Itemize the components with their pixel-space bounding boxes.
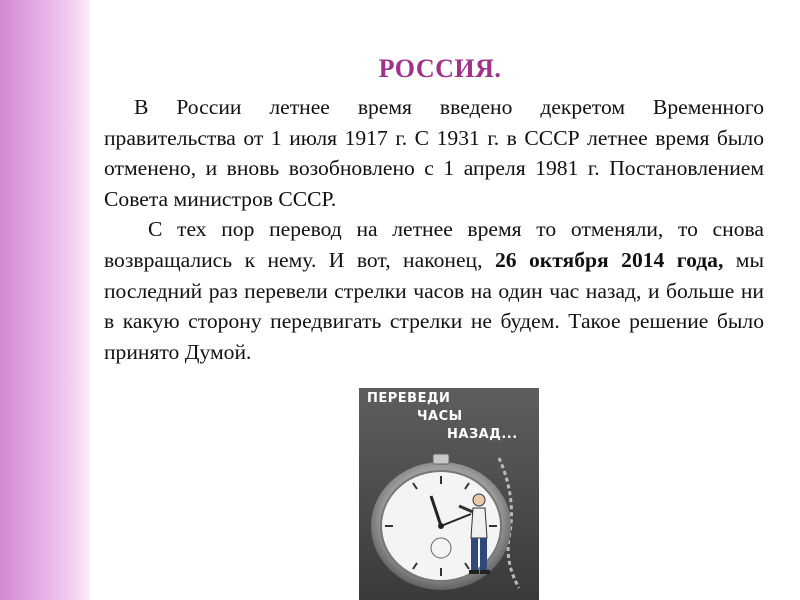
decorative-side-band <box>0 0 90 600</box>
paragraph-1: В России летнее время введено декретом Временного правительства от 1 июля 1917 г. С 1931 г. в СССР летнее время было отменено, и вновь возобновлено с 1 апреля 1981 г. Постановлением Совета министров СССР. <box>104 95 764 211</box>
poster-caption-line-1: ПЕРЕВЕДИ <box>367 391 451 406</box>
slide-body <box>104 92 764 367</box>
paragraph-2-date: 26 октября 2014 года, <box>494 247 724 272</box>
paragraph-2-start: С тех пор перевод на летнее время то отменяли, то снова возвращались к нему. И вот, наконец, <box>104 217 764 272</box>
poster-caption-line-3: НАЗАД... <box>447 427 518 442</box>
paragraph-2 <box>104 214 764 367</box>
paragraph-2-end: мы последний раз перевели стрелки часов на один час назад, и больше ни в какую сторону передвигать стрелки не будем. Такое решение было принято Думой. <box>104 247 764 364</box>
slide-title: РОССИЯ. <box>378 54 502 83</box>
poster-image <box>359 388 539 600</box>
poster-caption-line-2: ЧАСЫ <box>417 409 463 424</box>
